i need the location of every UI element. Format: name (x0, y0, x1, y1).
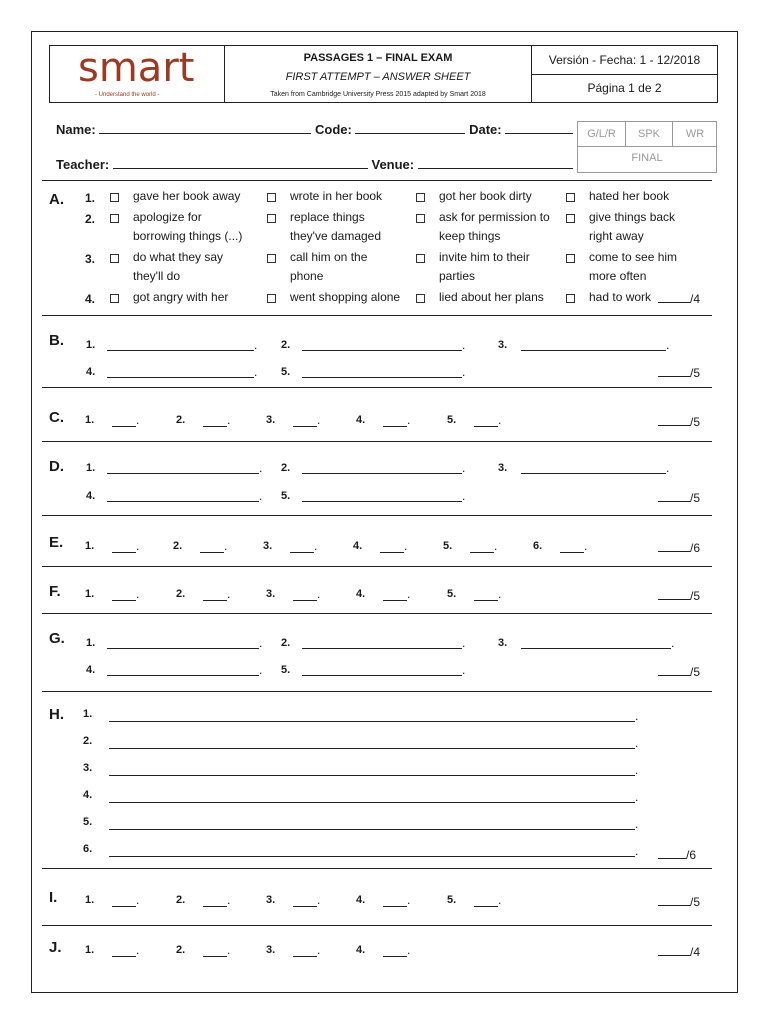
section-f-answer-blank[interactable] (112, 600, 136, 601)
venue-input[interactable] (418, 156, 573, 169)
section-j-answer-blank[interactable] (203, 956, 227, 957)
section-e-letter: E. (49, 534, 64, 551)
page-number: Página 1 de 2 (587, 81, 662, 95)
section-c-score-input[interactable] (658, 413, 690, 426)
section-g-score-input[interactable] (658, 663, 690, 676)
section-h-num: 4. (83, 789, 93, 801)
section-j-num: 4. (356, 944, 366, 956)
section-b-num: 2. (281, 339, 291, 351)
section-e-num: 2. (173, 540, 183, 552)
rule-e (42, 566, 712, 567)
section-e-answer-blank[interactable] (380, 552, 404, 553)
section-j-answer-blank[interactable] (293, 956, 317, 957)
section-h-letter: H. (49, 706, 64, 723)
period: . (227, 587, 231, 601)
period: . (136, 539, 140, 553)
section-j-num: 2. (176, 944, 186, 956)
period: . (635, 709, 639, 723)
section-a-score-input[interactable] (658, 290, 690, 303)
section-b-answer-line[interactable] (107, 377, 254, 378)
section-c-num: 2. (176, 414, 186, 426)
section-i-score: /5 (658, 893, 700, 909)
section-e-num: 6. (533, 540, 543, 552)
section-e-num: 4. (353, 540, 363, 552)
section-g-score: /5 (658, 663, 700, 679)
section-g-answer-line[interactable] (302, 648, 462, 649)
section-i-num: 3. (266, 894, 276, 906)
period: . (317, 587, 321, 601)
option-checkbox[interactable] (267, 254, 276, 263)
section-i-num: 4. (356, 894, 366, 906)
section-a-letter: A. (49, 191, 64, 208)
section-d-answer-line[interactable] (521, 473, 666, 474)
section-e-num: 1. (85, 540, 95, 552)
section-f-answer-blank[interactable] (474, 600, 498, 601)
option-checkbox[interactable] (267, 214, 276, 223)
option-checkbox[interactable] (566, 214, 575, 223)
score-grid (577, 121, 717, 173)
section-e-answer-blank[interactable] (290, 552, 314, 553)
period: . (407, 893, 411, 907)
date-label: Date: (469, 122, 502, 137)
section-h-answer-line[interactable] (109, 721, 635, 722)
period: . (584, 539, 588, 553)
section-f-num: 4. (356, 588, 366, 600)
option-checkbox[interactable] (416, 193, 425, 202)
section-e-score: /6 (658, 539, 700, 555)
option-label: invite him to their parties (439, 250, 530, 283)
score-gl: G/L/R (578, 122, 626, 146)
section-i-score-input[interactable] (658, 893, 690, 906)
rule-h (42, 868, 712, 869)
period: . (317, 893, 321, 907)
section-f-answer-blank[interactable] (203, 600, 227, 601)
option-label: lied about her plans (439, 290, 544, 304)
section-e-answer-blank[interactable] (200, 552, 224, 553)
period: . (635, 817, 639, 831)
section-i-num: 1. (85, 894, 95, 906)
section-e-answer-blank[interactable] (112, 552, 136, 553)
option-checkbox[interactable] (416, 294, 425, 303)
option-checkbox[interactable] (110, 294, 119, 303)
option-checkbox[interactable] (267, 294, 276, 303)
period: . (314, 539, 318, 553)
option-label: got her book dirty (439, 189, 532, 203)
rule-g (42, 691, 712, 692)
section-d-num: 1. (86, 462, 96, 474)
section-h-num: 1. (83, 708, 93, 720)
section-c-num: 5. (447, 414, 457, 426)
section-b-score-input[interactable] (658, 364, 690, 377)
section-g-num: 5. (281, 664, 291, 676)
section-c-answer-blank[interactable] (383, 426, 407, 427)
section-b-score: /5 (658, 364, 700, 380)
option-label: call him on the phone (290, 250, 368, 283)
section-a-num: 2. (85, 212, 96, 226)
score-divider (578, 146, 716, 147)
section-i-answer-blank[interactable] (293, 906, 317, 907)
section-h-num: 6. (83, 843, 93, 855)
section-b-answer-line[interactable] (302, 377, 462, 378)
section-h-num: 5. (83, 816, 93, 828)
period: . (407, 413, 411, 427)
section-d-num: 3. (498, 462, 508, 474)
rule-d (42, 515, 712, 516)
code-input[interactable] (355, 121, 465, 134)
section-f-letter: F. (49, 583, 61, 600)
section-h-num: 2. (83, 735, 93, 747)
section-g-num: 4. (86, 664, 96, 676)
section-a-num: 3. (85, 252, 96, 266)
period: . (136, 893, 140, 907)
section-g-answer-line[interactable] (107, 675, 259, 676)
rule-f (42, 613, 712, 614)
section-h-answer-line[interactable] (109, 856, 635, 857)
section-d-num: 2. (281, 462, 291, 474)
name-input[interactable] (99, 121, 311, 134)
period: . (317, 943, 321, 957)
section-c-answer-blank[interactable] (293, 426, 317, 427)
section-i-letter: I. (49, 889, 58, 906)
section-g-answer-line[interactable] (107, 648, 259, 649)
section-b-num: 5. (281, 366, 291, 378)
option-checkbox[interactable] (566, 254, 575, 263)
section-f-num: 2. (176, 588, 186, 600)
teacher-label: Teacher: (56, 157, 110, 172)
section-f-num: 5. (447, 588, 457, 600)
period: . (407, 943, 411, 957)
period: . (136, 943, 140, 957)
period: . (136, 587, 140, 601)
name-field-row (56, 121, 573, 137)
period: . (404, 539, 408, 553)
section-j-letter: J. (49, 939, 62, 956)
section-d-num: 5. (281, 490, 291, 502)
section-h-answer-line[interactable] (109, 748, 635, 749)
option-label: wrote in her book (290, 189, 383, 203)
option-checkbox[interactable] (267, 193, 276, 202)
section-h-score: /6 (658, 846, 696, 862)
section-h-score-input[interactable] (658, 846, 686, 859)
period: . (498, 587, 502, 601)
name-label: Name: (56, 122, 96, 137)
period: . (635, 736, 639, 750)
option-label: give things back right away (589, 210, 676, 243)
section-j-answer-blank[interactable] (112, 956, 136, 957)
section-d-letter: D. (49, 458, 64, 475)
rule-b (42, 387, 712, 388)
exam-sheet (31, 31, 738, 993)
section-d-answer-line[interactable] (302, 473, 462, 474)
section-d-answer-line[interactable] (107, 473, 259, 474)
section-h-num: 3. (83, 762, 93, 774)
section-i-num: 5. (447, 894, 457, 906)
code-label: Code: (315, 122, 352, 137)
period: . (635, 763, 639, 777)
section-f-num: 1. (85, 588, 95, 600)
option-label: come to see him more often (589, 250, 678, 283)
score-spk: SPK (626, 122, 673, 146)
venue-label: Venue: (371, 157, 415, 172)
score-final: FINAL (631, 152, 663, 164)
option-label: do what they say they'll do (133, 250, 224, 283)
period: . (494, 539, 498, 553)
period: . (227, 893, 231, 907)
section-i-answer-blank[interactable] (112, 906, 136, 907)
score-wr: WR (685, 128, 705, 140)
logo: smart (78, 45, 195, 91)
period: . (136, 413, 140, 427)
section-h-answer-line[interactable] (109, 829, 635, 830)
option-label: went shopping alone (290, 290, 401, 304)
section-g-num: 1. (86, 637, 96, 649)
section-b-num: 1. (86, 339, 96, 351)
section-b-letter: B. (49, 332, 64, 349)
section-j-score-input[interactable] (658, 943, 690, 956)
option-checkbox[interactable] (110, 214, 119, 223)
section-d-score-input[interactable] (658, 489, 690, 502)
section-e-answer-blank[interactable] (470, 552, 494, 553)
period: . (498, 413, 502, 427)
section-c-score: /5 (658, 413, 700, 429)
version-date: Versión - Fecha: 1 - 12/2018 (548, 53, 701, 67)
section-a-num: 4. (85, 292, 96, 306)
option-label: apologize for borrowing things (...) (133, 210, 243, 243)
period: . (407, 587, 411, 601)
section-b-answer-line[interactable] (107, 350, 254, 351)
option-checkbox[interactable] (416, 254, 425, 263)
section-e-num: 5. (443, 540, 453, 552)
section-d-answer-line[interactable] (302, 501, 462, 502)
section-b-num: 4. (86, 366, 96, 378)
option-label: ask for permission to keep things (439, 210, 550, 243)
section-c-num: 1. (85, 414, 95, 426)
section-e-answer-blank[interactable] (560, 552, 584, 553)
option-checkbox[interactable] (566, 193, 575, 202)
section-d-score: /5 (658, 489, 700, 505)
section-a-num: 1. (85, 191, 96, 205)
section-a-score: /4 (658, 290, 700, 306)
exam-title: PASSAGES 1 – FINAL EXAM (303, 52, 453, 64)
option-checkbox[interactable] (566, 294, 575, 303)
section-h-answer-line[interactable] (109, 802, 635, 803)
section-c-answer-blank[interactable] (203, 426, 227, 427)
period: . (227, 943, 231, 957)
section-h-answer-line[interactable] (109, 775, 635, 776)
section-f-answer-blank[interactable] (383, 600, 407, 601)
rule-c (42, 441, 712, 442)
section-g-num: 2. (281, 637, 291, 649)
section-g-num: 3. (498, 637, 508, 649)
teacher-field-row (56, 156, 573, 172)
period: . (635, 844, 639, 858)
rule-top (42, 180, 712, 181)
section-f-answer-blank[interactable] (293, 600, 317, 601)
section-b-answer-line[interactable] (521, 350, 666, 351)
section-c-letter: C. (49, 409, 64, 426)
logo-tagline: - Understand the world - (95, 92, 160, 98)
option-checkbox[interactable] (416, 214, 425, 223)
section-f-num: 3. (266, 588, 276, 600)
section-f-score-input[interactable] (658, 587, 690, 600)
period: . (635, 790, 639, 804)
section-b-num: 3. (498, 339, 508, 351)
section-f-score: /5 (658, 587, 700, 603)
teacher-input[interactable] (113, 156, 368, 169)
section-i-num: 2. (176, 894, 186, 906)
option-label: gave her book away (133, 189, 241, 203)
section-c-num: 4. (356, 414, 366, 426)
section-c-answer-blank[interactable] (112, 426, 136, 427)
section-g-answer-line[interactable] (302, 675, 462, 676)
exam-source: Taken from Cambridge University Press 2015 adapted by Smart 2018 (270, 91, 486, 98)
section-d-num: 4. (86, 490, 96, 502)
option-label: hated her book (589, 189, 670, 203)
section-j-num: 3. (266, 944, 276, 956)
period: . (498, 893, 502, 907)
section-d-answer-line[interactable] (107, 501, 259, 502)
option-checkbox[interactable] (110, 193, 119, 202)
section-i-answer-blank[interactable] (474, 906, 498, 907)
section-c-answer-blank[interactable] (474, 426, 498, 427)
option-label: had to work (589, 290, 652, 304)
section-e-num: 3. (263, 540, 273, 552)
section-c-num: 3. (266, 414, 276, 426)
date-input[interactable] (505, 121, 573, 134)
section-g-answer-line[interactable] (521, 648, 671, 649)
section-j-answer-blank[interactable] (383, 956, 407, 957)
period: . (317, 413, 321, 427)
exam-subtitle: FIRST ATTEMPT – ANSWER SHEET (285, 71, 471, 83)
option-label: got angry with her (133, 290, 229, 304)
section-e-score-input[interactable] (658, 539, 690, 552)
section-j-score: /4 (658, 943, 700, 959)
section-j-num: 1. (85, 944, 95, 956)
section-b-answer-line[interactable] (302, 350, 462, 351)
period: . (224, 539, 228, 553)
rule-i (42, 925, 712, 926)
section-g-letter: G. (49, 630, 65, 647)
option-checkbox[interactable] (110, 254, 119, 263)
rule-a (42, 315, 712, 316)
option-label: replace things they've damaged (290, 210, 382, 243)
period: . (227, 413, 231, 427)
section-i-answer-blank[interactable] (203, 906, 227, 907)
section-i-answer-blank[interactable] (383, 906, 407, 907)
